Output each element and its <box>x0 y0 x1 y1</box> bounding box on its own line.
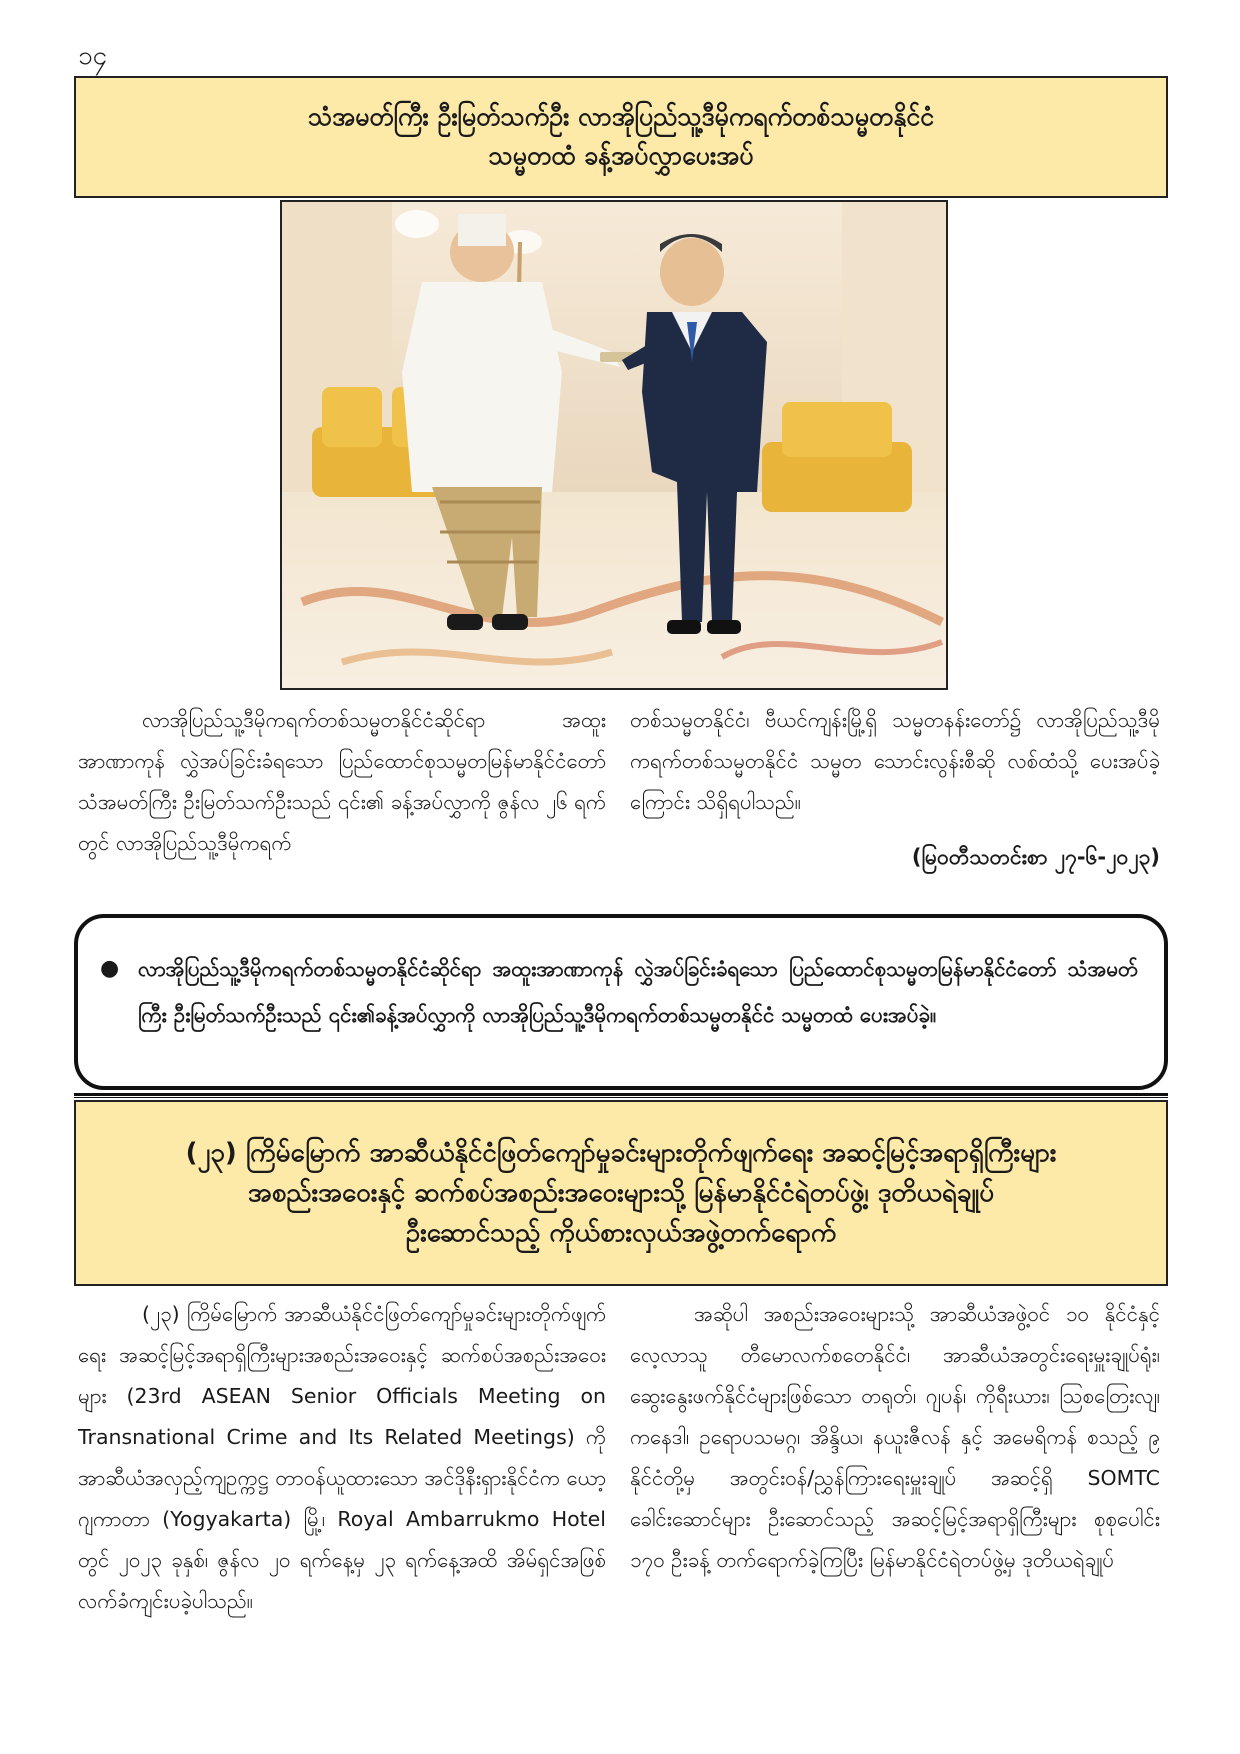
paragraph: လာအိုပြည်သူ့ဒီမိုကရက်တစ်သမ္မတနိုင်ငံဆိုင်ရာ အထူးအာဏာကုန် လွှဲအပ်ခြင်းခံရသော ပြည်ထောင်စုသမ္မတမြန်မာနိုင်ငံတော် သံအမတ်ကြီး ဦးမြတ်သက်ဦးသည် ၎င်း၏ ခန့်အပ်လွှာကို ဇွန်လ ၂၆ ရက်တွင် လာအိုပြည်သူ့ဒီမိုကရက် <box>78 708 606 855</box>
news-photo <box>280 200 948 690</box>
highlight-box <box>74 914 1168 1090</box>
article-title-ambassador <box>74 76 1168 198</box>
article1-col2 <box>630 700 1160 823</box>
title-line: သမ္မတထံ ခန့်အပ်လွှာပေးအပ် <box>488 141 754 170</box>
source-citation: (မြဝတီသတင်းစာ ၂၇-၆-၂၀၂၃) <box>911 845 1160 869</box>
title-line: ဦးဆောင်သည့် ကိုယ်စားလှယ်အဖွဲ့တက်ရောက် <box>405 1218 837 1249</box>
divider <box>74 1093 1168 1096</box>
bullet-icon: ● <box>100 956 120 981</box>
article2-col1 <box>78 1294 606 1622</box>
photo-illustration <box>282 202 948 690</box>
article1-col1 <box>78 700 606 864</box>
highlight-text: လာအိုပြည်သူ့ဒီမိုကရက်တစ်သမ္မတနိုင်ငံဆိုင်ရာ အထူးအာဏာကုန် လွှဲအပ်ခြင်းခံရသော ပြည်ထောင်စုသမ္မတမြန်မာနိုင်ငံတော် သံအမတ်ကြီး ဦးမြတ်သက်ဦးသည် ၎င်း၏ခန့်အပ်လွှာကို လာအိုပြည်သူ့ဒီမိုကရက်တစ်သမ္မတနိုင်ငံ သမ္မတထံ ပေးအပ်ခဲ့။ <box>138 957 1138 1027</box>
paragraph: တစ်သမ္မတနိုင်ငံ၊ ဗီယင်ကျန်းမြို့ရှိ သမ္မတနန်းတော်၌ လာအိုပြည်သူ့ဒီမိုကရက်တစ်သမ္မတနိုင်ငံ သမ္မတ သောင်းလွန်းစီဆို လစ်ထံသို့ ပေးအပ်ခဲ့ကြောင်း သိရှိရပါသည်။ <box>630 708 1160 814</box>
article-title-somtc <box>74 1100 1168 1286</box>
title-line: (၂၃) ကြိမ်မြောက် အာဆီယံနိုင်ငံဖြတ်ကျော်မှုခင်းများတိုက်ဖျက်ရေး အဆင့်မြင့်အရာရှိကြီးများ <box>185 1137 1057 1168</box>
paragraph: (၂၃) ကြိမ်မြောက် အာဆီယံနိုင်ငံဖြတ်ကျော်မှုခင်းများတိုက်ဖျက်ရေး အဆင့်မြင့်အရာရှိကြီးများအစည်းအဝေးနှင့် ဆက်စပ်အစည်းအဝေးများ (23rd ASEAN Senior Officials Meeting on Transnational Crime and Its Related Meetings) ကို အာဆီယံအလှည့်ကျဥက္ကဋ္ဌ တာဝန်ယူထားသော အင်ဒိုနီးရှားနိုင်ငံက ယော့ဂျကာတာ (Yogyakarta) မြို့၊ Royal Ambarrukmo Hotel တွင် ၂၀၂၃ ခုနှစ်၊ ဇွန်လ ၂၀ ရက်နေ့မှ ၂၃ ရက်နေ့အထိ အိမ်ရှင်အဖြစ် လက်ခံကျင်းပခဲ့ပါသည်။ <box>78 1302 606 1613</box>
divider <box>74 1097 1168 1098</box>
title-line: အစည်းအဝေးနှင့် ဆက်စပ်အစည်းအဝေးများသို့ မြန်မာနိုင်ငံရဲတပ်ဖွဲ့၊ ဒုတိယရဲချုပ် <box>247 1177 995 1208</box>
article2-col2 <box>630 1294 1160 1581</box>
page-number: ၁၄ <box>78 41 108 71</box>
title-line: သံအမတ်ကြီး ဦးမြတ်သက်ဦး လာအိုပြည်သူ့ဒီမိုကရက်တစ်သမ္မတနိုင်ငံ <box>308 102 934 132</box>
paragraph: အဆိုပါ အစည်းအဝေးများသို့ အာဆီယံအဖွဲ့ဝင် ၁၀ နိုင်ငံနှင့် လေ့လာသူ တီမောလက်စတေနိုင်ငံ၊ အာဆီယံအတွင်းရေးမှူးချုပ်ရုံး၊ ဆွေးနွေးဖက်နိုင်ငံများဖြစ်သော တရုတ်၊ ဂျပန်၊ ကိုရီးယား၊ ဩစတြေးလျ၊ ကနေဒါ၊ ဥရောပသမဂ္ဂ၊ အိန္ဒိယ၊ နယူးဇီလန် နှင့် အမေရိကန် စသည့် ၉ နိုင်ငံတို့မှ အတွင်းဝန်/ညွှန်ကြားရေးမှူးချုပ် အဆင့်ရှိ SOMTC ခေါင်းဆောင်များ ဦးဆောင်သည့် အဆင့်မြင့်အရာရှိကြီးများ စုစုပေါင်း ၁၇၀ ဦးခန့် တက်ရောက်ခဲ့ကြပြီး မြန်မာနိုင်ငံရဲတပ်ဖွဲ့မှ ဒုတိယရဲချုပ် <box>630 1302 1160 1572</box>
